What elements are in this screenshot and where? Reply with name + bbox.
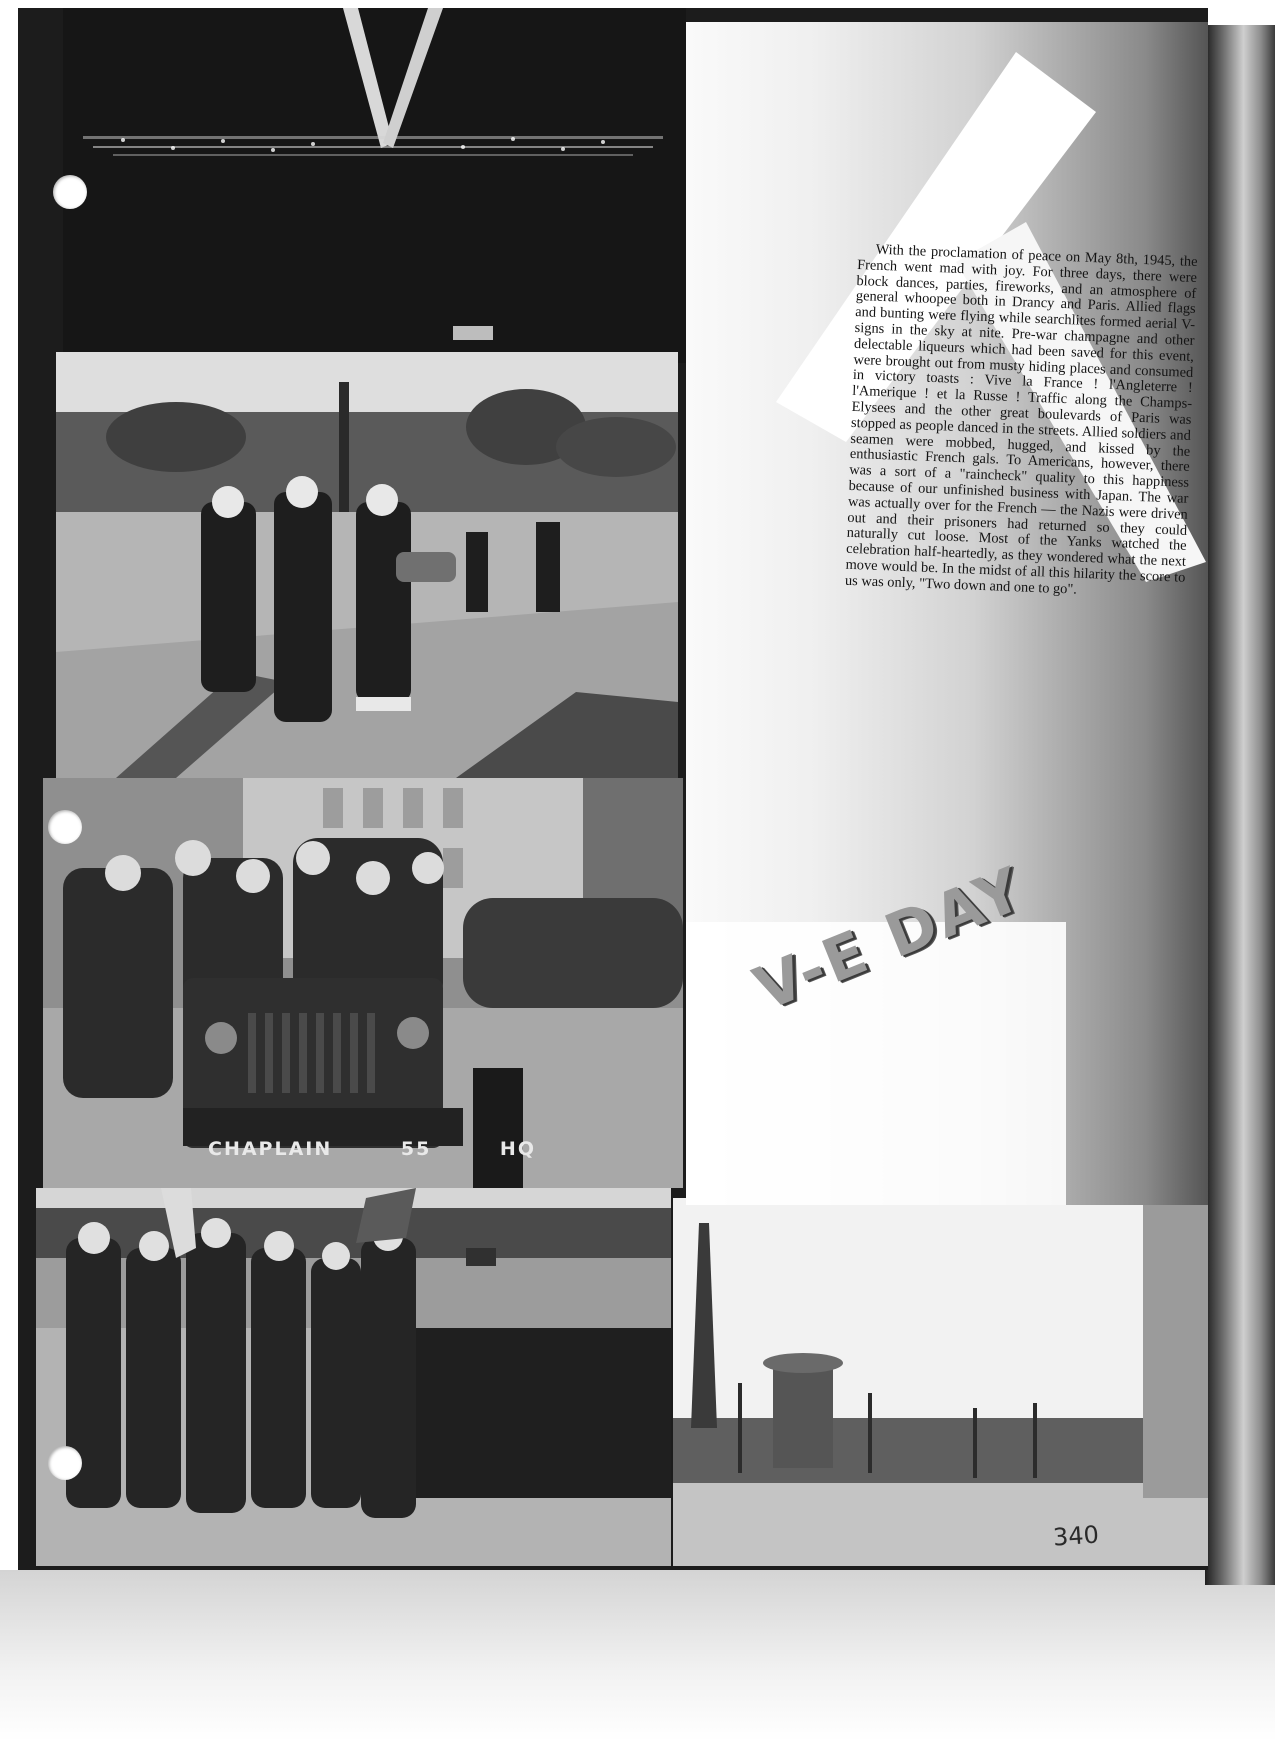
punch-hole-middle <box>48 810 82 844</box>
photo-sailors-square <box>56 352 678 778</box>
page-number: 340 <box>1052 1520 1100 1552</box>
scan-shadow <box>0 1570 1275 1741</box>
photo-obelisk-fountain <box>673 1198 1208 1566</box>
text-panel <box>686 22 1208 1205</box>
jeep-plate-text: CHAPLAIN 55 HQ <box>208 1138 536 1160</box>
photo-searchlights-night <box>63 8 686 363</box>
ve-day-heading: V-E DAY <box>745 853 1035 1025</box>
photo-jeep-crowd <box>43 778 683 1188</box>
adjacent-page-edge <box>1205 25 1275 1585</box>
scrapbook-page <box>18 8 1208 1570</box>
photo-flag-parade <box>36 1188 671 1566</box>
article-text: With the proclamation of peace on May 8th, 1945, the French went mad with joy. For three days, there were block dances, parties, fireworks, and an atmosphere of general whoopee both in Drancy and Paris. Allied flags and bunting were flying while searchlites formed aerial V-signs in the sky at nite. Pre-war champagne and other delectable liqueurs which had been saved for this event, were brought out from musty hiding places and consumed in victory toasts : Vive la France ! l'Angleterre ! l'Amerique ! et la Russe ! Traffic along the Champs-Elysees and the other great boulevards of Paris was stopped as people danced in the streets. Allied soldiers and seamen were mobbed, hugged, and kissed by the enthusiastic French gals. To Americans, however, there was a sort of a "raincheck" quality to this happiness because of our unfinished business with Japan. The war was actually over for the French — the Nazis were driven out and their prisoners had returned so they could naturally cut loose. Most of the Yanks watched the celebration half-heartedly, as they wondered what the next move would be. In the midst of all this hilarity the score to us was only, "Two down and one to go". <box>844 241 1198 598</box>
punch-hole-top <box>53 175 87 209</box>
punch-hole-bottom <box>48 1446 82 1480</box>
